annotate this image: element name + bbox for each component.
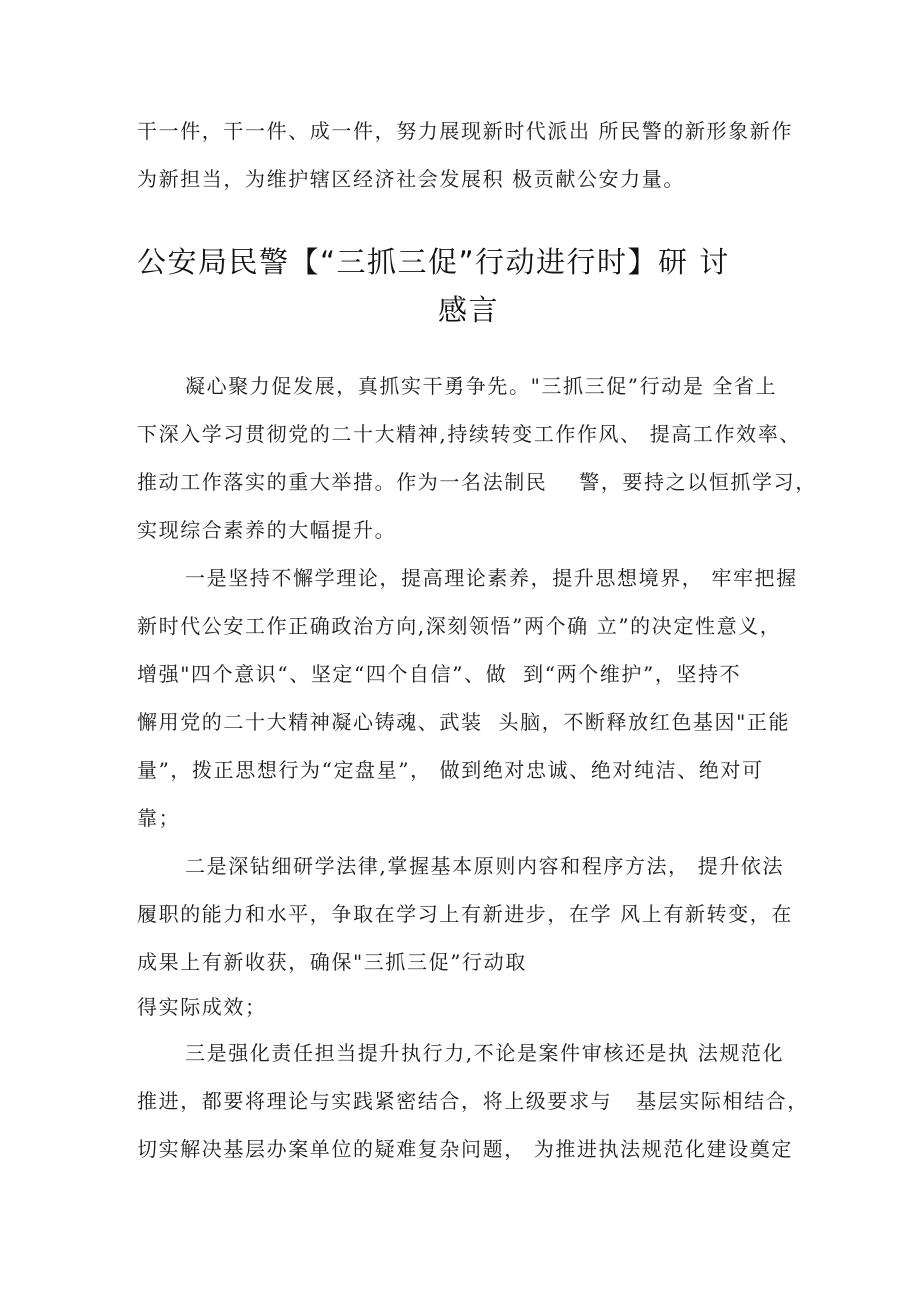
- body-text-line: 懈用党的二十大精神凝心铸魂、武装 头脑，不断释放红色基因"正能: [137, 710, 791, 734]
- body-text-line: 量”，拨正思想行为“定盘星”， 做到绝对忠诚、绝对纯洁、绝对可: [137, 758, 764, 782]
- body-text-line: 三是强化责任担当提升执行力,不论是案件审核还是执 法规范化: [185, 1041, 785, 1065]
- body-text-line: 下深入学习贯彻党的二十大精神,持续转变工作作风、 提高工作效率、: [137, 422, 801, 446]
- body-text-line: 成果上有新收获，确保"三抓三促”行动取: [137, 950, 527, 974]
- body-text-line: 凝心聚力促发展，真抓实干勇争先。"三抓三促”行动是 全省上: [185, 374, 778, 398]
- body-text-line: 实现综合素养的大幅提升。: [137, 518, 397, 542]
- body-text-line: 增强"四个意识“、坚定“四个自信”、做 到“两个维护”，坚持不: [137, 662, 742, 686]
- body-text-line: 靠；: [137, 806, 181, 830]
- article-title-line-1: 公安局民警【“三抓三促”行动进行时】研 讨: [137, 245, 730, 279]
- body-text-line: 推动工作落实的重大举措。作为一名法制民 警，要持之以恒抓学习，: [137, 470, 817, 494]
- body-text-line: 新时代公安工作正确政治方向,深刻领悟”两个确 立”的决定性意义，: [137, 614, 782, 638]
- body-text-line: 干一件，干一件、成一件，努力展现新时代派出 所民警的新形象新作: [137, 119, 793, 143]
- body-text-line: 推进，都要将理论与实践紧密结合，将上级要求与 基层实际相结合，: [137, 1089, 809, 1113]
- body-text-line: 二是深钻细研学法律,掌握基本原则内容和程序方法， 提升依法: [185, 854, 785, 878]
- body-text-line: 一是坚持不懈学理论，提高理论素养，提升思想境界， 牢牢把握: [185, 566, 798, 590]
- article-title-line-2: 感言: [438, 293, 500, 327]
- body-text-line: 得实际成效；: [137, 995, 267, 1019]
- body-text-line: 履职的能力和水平，争取在学习上有新进步，在学 风上有新转变，在: [137, 902, 793, 926]
- body-text-line: 为新担当，为维护辖区经济社会发展积 极贡献公安力量。: [137, 167, 685, 191]
- body-text-line: 切实解决基层办案单位的疑难复杂问题， 为推进执法规范化建设奠定: [137, 1137, 793, 1161]
